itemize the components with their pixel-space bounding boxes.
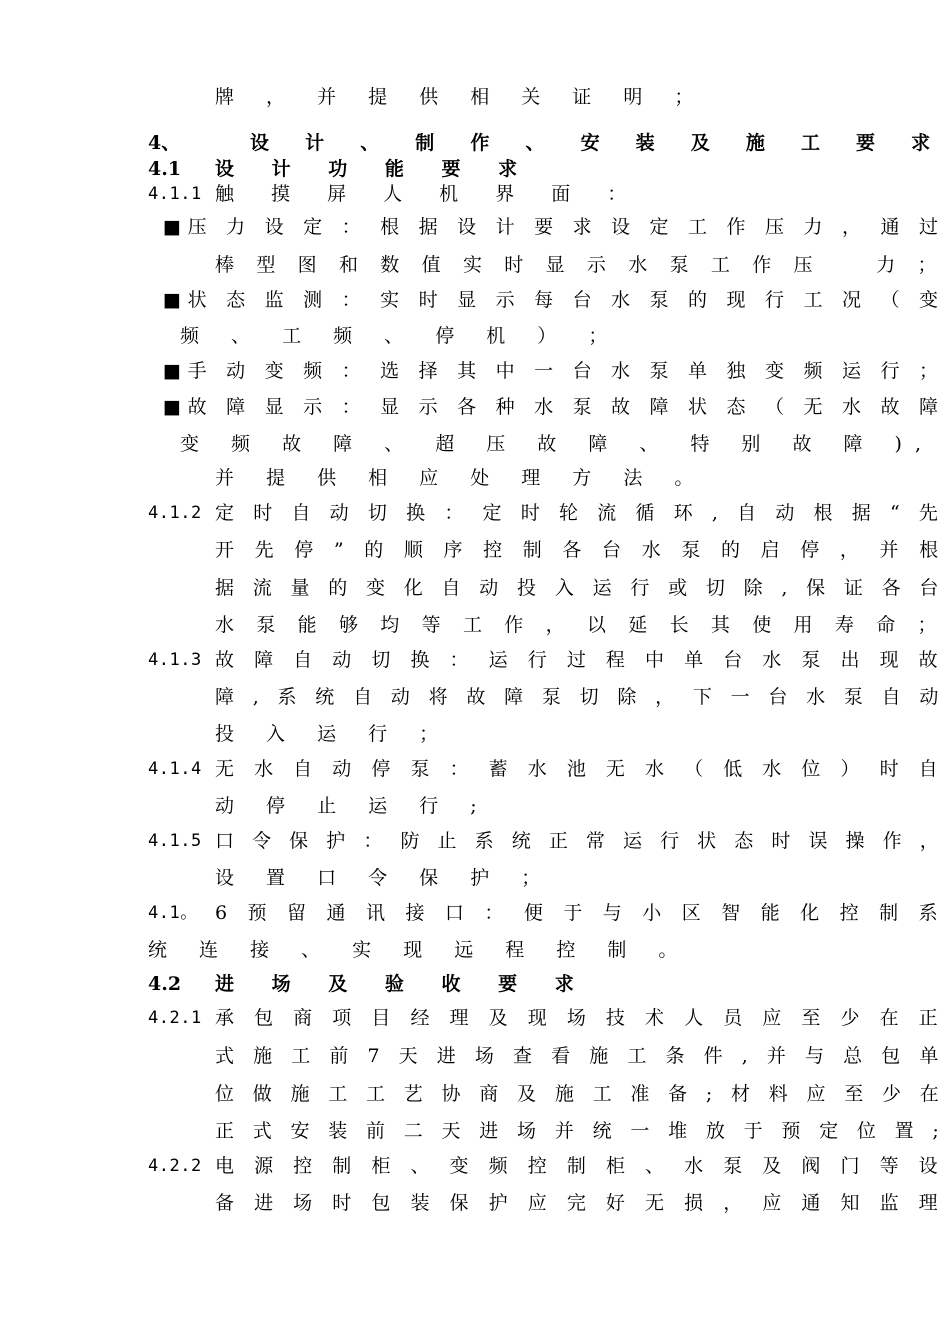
section-title: 设 计 、 制 作 、 安 装 及 施 工 要 求 <box>250 132 945 154</box>
text-line <box>0 1188 950 1218</box>
text-line <box>0 321 950 351</box>
clause-number: 4.1.5 <box>148 831 202 851</box>
line-text: 投 入 运 行 ； <box>215 723 452 745</box>
section-number: 4.1 <box>148 158 182 180</box>
text-line <box>0 535 950 565</box>
clause-line <box>0 179 950 209</box>
line-text: 触 摸 屏 人 机 界 面 ： <box>215 183 642 205</box>
line-text: ■故 障 显 示 ： 显 示 各 种 水 泵 故 障 状 态 （ 无 水 故 障 <box>163 396 945 418</box>
line-text: ■手 动 变 频 ： 选 择 其 中 一 台 水 泵 单 独 变 频 运 行 ； <box>163 360 945 382</box>
text-line <box>0 250 950 280</box>
line-text: 式 施 工 前 7 天 进 场 查 看 施 工 条 件 , 并 与 总 包 单 <box>215 1045 945 1067</box>
section-title: 进 场 及 验 收 要 求 <box>215 973 590 995</box>
line-text: 承 包 商 项 目 经 理 及 现 场 技 术 人 员 应 至 少 在 正 <box>215 1007 945 1029</box>
line-text: 备 进 场 时 包 装 保 护 应 完 好 无 损 ， 应 通 知 监 理 <box>215 1192 945 1214</box>
line-text: 口 令 保 护 ： 防 止 系 统 正 常 运 行 状 态 时 误 操 作 ， <box>215 830 945 852</box>
line-text: 棒 型 图 和 数 值 实 时 显 示 水 泵 工 作 压 力 ； <box>215 254 945 276</box>
line-text: ■状 态 监 测 ： 实 时 显 示 每 台 水 泵 的 现 行 工 况 （ 变 <box>163 289 945 311</box>
clause-line <box>0 826 950 856</box>
bullet-line <box>0 285 950 315</box>
clause-number: 4.1。 <box>148 903 198 923</box>
clause-line <box>0 754 950 784</box>
subsection-heading <box>0 969 950 999</box>
clause-number: 4.1.2 <box>148 503 202 523</box>
text-line <box>0 573 950 603</box>
text-line <box>0 863 950 893</box>
line-text: 电 源 控 制 柜 、 变 频 控 制 柜 、 水 泵 及 阀 门 等 设 <box>215 1155 945 1177</box>
text-line <box>0 1116 950 1146</box>
line-text: 6 预 留 通 讯 接 口 ： 便 于 与 小 区 智 能 化 控 制 系 <box>215 902 945 924</box>
line-text: ■压 力 设 定 ： 根 据 设 计 要 求 设 定 工 作 压 力 ， 通 过 <box>163 216 945 238</box>
text-line <box>0 682 950 712</box>
line-text: 据 流 量 的 变 化 自 动 投 入 运 行 或 切 除 , 保 证 各 台 <box>215 577 945 599</box>
text-line <box>0 463 950 493</box>
line-text: 故 障 自 动 切 换 ： 运 行 过 程 中 单 台 水 泵 出 现 故 <box>215 649 945 671</box>
section-title: 设 计 功 能 要 求 <box>215 158 533 180</box>
line-text: 设 置 口 令 保 护 ； <box>215 867 554 889</box>
text-line <box>0 610 950 640</box>
line-text: 正 式 安 装 前 二 天 进 场 并 统 一 堆 放 于 预 定 位 置 ; <box>215 1120 946 1142</box>
section-number: 4、 <box>148 132 181 154</box>
bullet-line <box>0 392 950 422</box>
clause-number: 4.1.3 <box>148 650 202 670</box>
line-text: 位 做 施 工 工 艺 协 商 及 施 工 准 备 ; 材 料 应 至 少 在 <box>215 1083 946 1105</box>
bullet-line <box>0 212 950 242</box>
text-line <box>0 719 950 749</box>
clause-number: 4.1.1 <box>148 184 202 204</box>
text-line <box>0 429 950 459</box>
text-line <box>0 935 950 965</box>
line-text: 并 提 供 相 应 处 理 方 法 。 <box>215 467 707 489</box>
text-line <box>0 791 950 821</box>
line-text: 统 连 接 、 实 现 远 程 控 制 。 <box>148 939 691 961</box>
clause-line <box>0 1003 950 1033</box>
clause-line <box>0 498 950 528</box>
line-text: 无 水 自 动 停 泵 ： 蓄 水 池 无 水 （ 低 水 位 ） 时 自 <box>215 758 945 780</box>
clause-number: 4.2.1 <box>148 1008 202 1028</box>
line-text: 牌 ， 并 提 供 相 关 证 明 ； <box>215 86 707 108</box>
clause-number: 4.1.4 <box>148 759 202 779</box>
line-text: 频 、 工 频 、 停 机 ） ； <box>180 325 621 347</box>
clause-line <box>0 645 950 675</box>
clause-line <box>0 1151 950 1181</box>
clause-number: 4.2.2 <box>148 1156 202 1176</box>
line-text: 变 频 故 障 、 超 压 故 障 、 特 别 故 障 ), <box>180 433 935 455</box>
line-text: 定 时 自 动 切 换 ： 定 时 轮 流 循 环 , 自 动 根 据 “ 先 <box>215 502 945 524</box>
line-text: 动 停 止 运 行 ; <box>215 795 490 817</box>
line-text: 开 先 停 ” 的 顺 序 控 制 各 台 水 泵 的 启 停 ， 并 根 <box>215 539 946 561</box>
section-number: 4.2 <box>148 973 182 995</box>
line-text: 水 泵 能 够 均 等 工 作 ， 以 延 长 其 使 用 寿 命 ； <box>215 614 945 636</box>
text-line <box>0 82 950 112</box>
text-line <box>0 1041 950 1071</box>
text-line <box>0 1079 950 1109</box>
clause-line <box>0 898 950 928</box>
bullet-line <box>0 356 950 386</box>
line-text: 障 , 系 统 自 动 将 故 障 泵 切 除 ， 下 一 台 水 泵 自 动 <box>215 686 945 708</box>
